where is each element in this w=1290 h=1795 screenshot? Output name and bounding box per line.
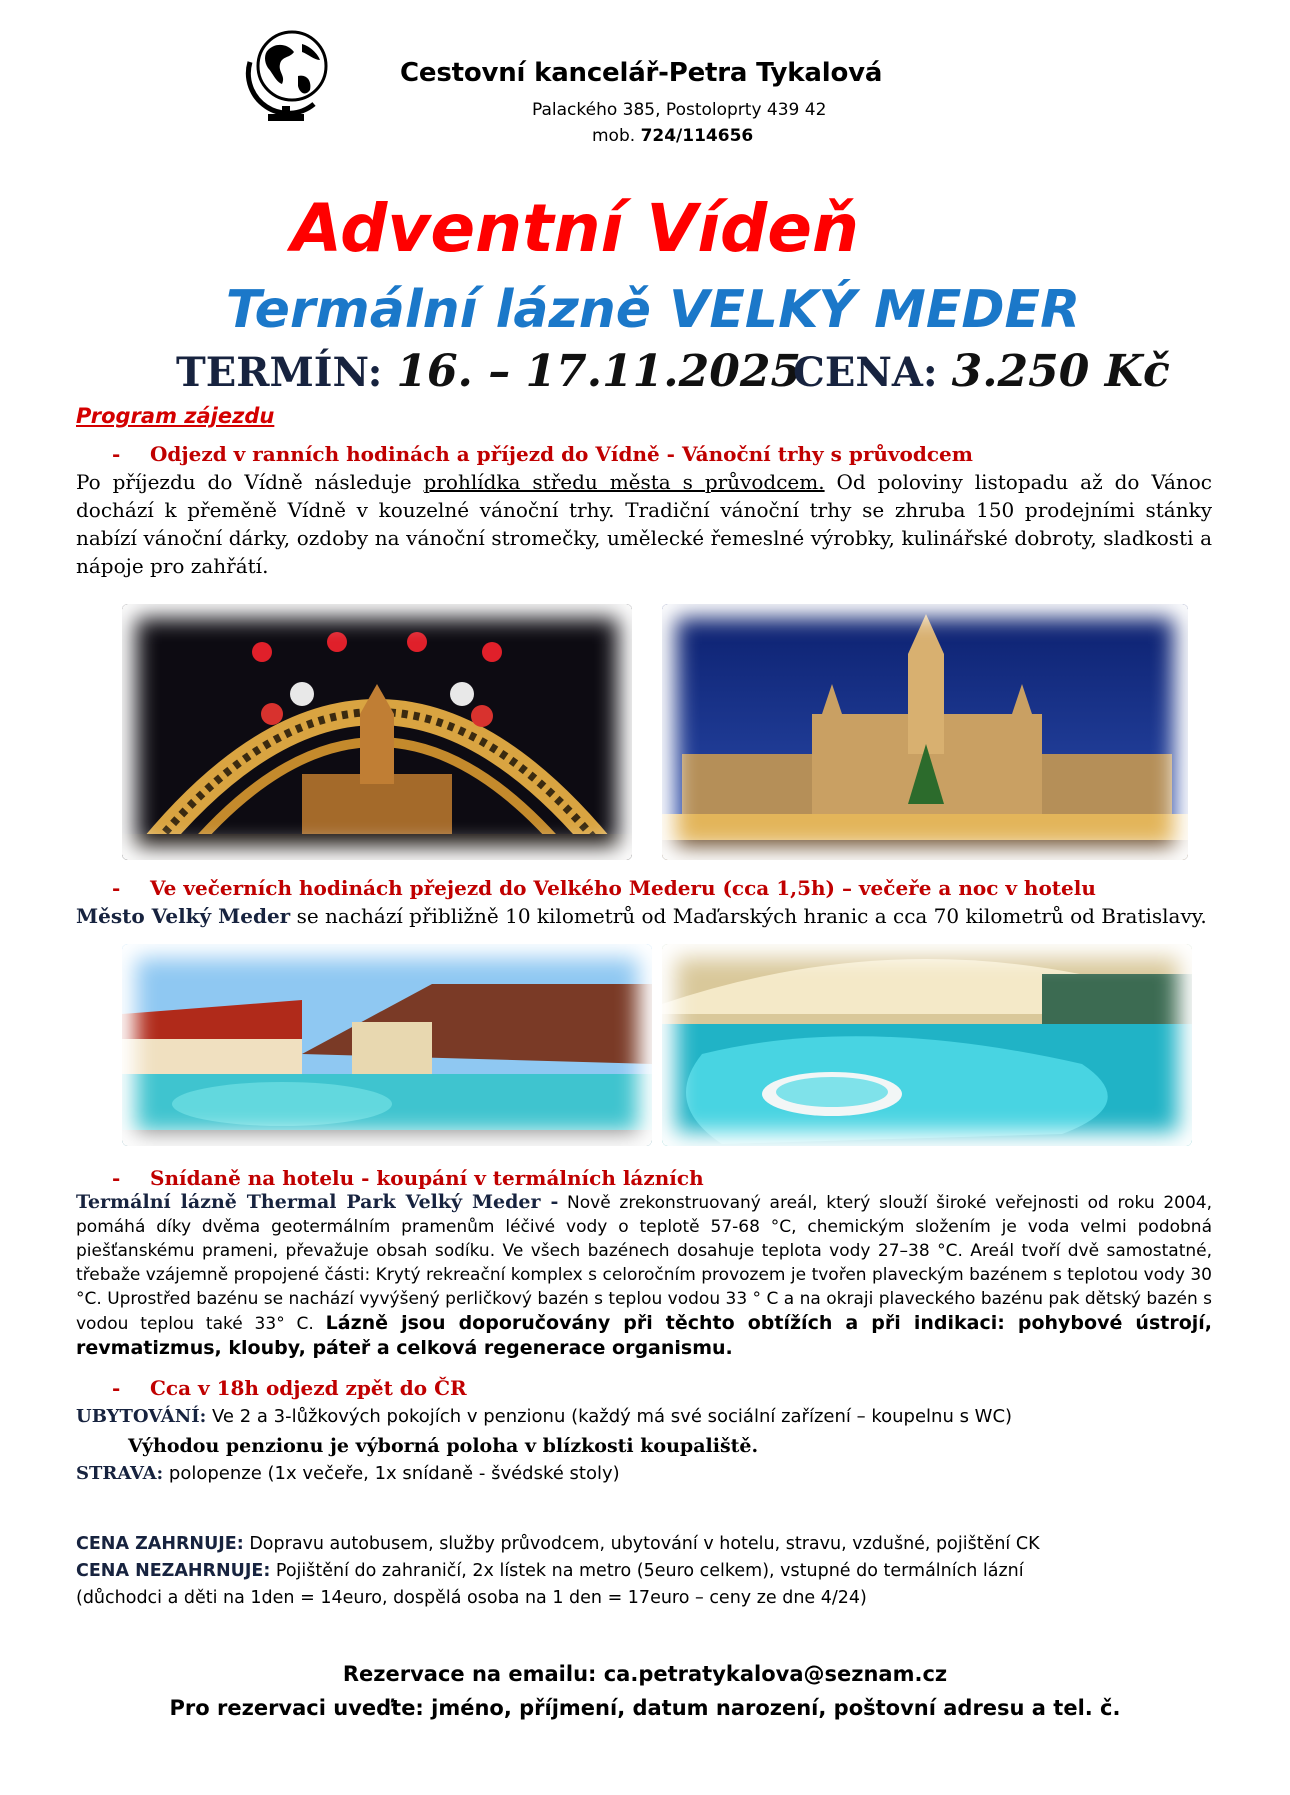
price-label: CENA: — [793, 349, 938, 396]
program-item-1: - Odjezd v ranních hodinách a příjezd do Vídně - Vánoční trhy s průvodcem — [112, 442, 973, 466]
date-label: TERMÍN: — [176, 349, 383, 396]
photo-vienna-city-hall — [662, 604, 1188, 860]
price-excludes-detail: (důchodci a děti na 1den = 14euro, dospělá osoba na 1 den = 17euro – ceny ze dne 4/24) — [76, 1588, 867, 1608]
program-item-3: - Snídaně na hotelu - koupání v termálních lázních — [112, 1166, 704, 1190]
accommodation-note: Výhodou penzionu je výborná poloha v blízkosti koupaliště. — [128, 1435, 759, 1457]
thermal-park-description: Termální lázně Thermal Park Velký Meder - Nově zrekonstruovaný areál, který slouží široké veřejnosti od roku 2004, pomáhá díky dvěma geotermálním pramenům léčivé vody o teplotě 57-68 °C, chemickým složením je voda velmi podobná piešťanskému prameni, převažuje obsah sodíku. Ve všech bazénech dosahuje teplota vody 27–38 °C. Areál tvoří dvě samostatné, třebaže vzájemně propojené části: Krytý rekreační komplex s celoročním provozem je tvořen plaveckým bazénem s teplotou vody 30 °C. Uprostřed bazénu se nachází vyvýšený perličkový bazén s teplou vodou 33 ° C a na okraji plaveckého bazénu pak dětský bazén s vodou teplou také 33° C. Lázně jsou doporučovány při těchto obtížích a při indikaci: pohybové ústrojí, revmatizmus, klouby, páteř a celková regenerace organismu. — [76, 1191, 1212, 1359]
agency-phone — [592, 126, 753, 146]
program-heading: Program zájezdu — [76, 404, 275, 428]
agency-address: Palackého 385, Postoloprty 439 42 — [532, 100, 827, 120]
agency-name: Cestovní kancelář-Petra Tykalová — [400, 58, 883, 88]
price-includes-line: CENA ZAHRNUJE: Dopravu autobusem, služby průvodcem, ubytování v hotelu, stravu, vzdušné, pojištění CK — [76, 1534, 1040, 1554]
program-item-2: - Ve večerních hodinách přejezd do Velkého Mederu (cca 1,5h) – večeře a noc v hotelu — [112, 876, 1096, 900]
date-value: 16. – 17.11.2025 — [396, 346, 802, 397]
program-item-4: - Cca v 18h odjezd zpět do ČR — [112, 1376, 467, 1400]
main-title: Adventní Vídeň — [291, 190, 859, 267]
vienna-description: Po příjezdu do Vídně následuje prohlídka středu města s průvodcem. Od poloviny listopadu až do Vánoc dochází k přeměně Vídně v kouzelné vánoční trhy. Tradiční vánoční trhy se zhruba 150 prodejními stánky nabízí vánoční dárky, ozdoby na vánoční stromečky, umělecké řemeslné výrobky, kulinářské dobroty, sladkosti a nápoje pro zahřátí. — [76, 470, 1212, 578]
velky-meder-description: Město Velký Meder se nachází přibližně 10 kilometrů od Maďarských hranic a cca 70 kilometrů od Bratislavy. — [76, 904, 1207, 928]
globe-logo — [232, 24, 342, 124]
reservation-instructions: Pro rezervaci uveďte: jméno, příjmení, datum narození, poštovní adresu a tel. č. — [169, 1696, 1121, 1720]
meals-line: STRAVA: polopenze (1x večeře, 1x snídaně - švédské stoly) — [76, 1463, 620, 1484]
phone-number: 724/114656 — [640, 126, 754, 146]
price-excludes-line: CENA NEZAHRNUJE: Pojištění do zahraničí, 2x lístek na metro (5euro celkem), vstupné do termálních lázní — [76, 1561, 1024, 1581]
phone-label: mob. — [592, 126, 636, 146]
photo-christmas-market-arch — [122, 604, 632, 860]
photo-thermal-park-indoor — [662, 944, 1192, 1146]
guided-tour-text: prohlídka středu města s průvodcem. — [423, 470, 825, 494]
price-value: 3.250 Kč — [951, 346, 1170, 397]
accommodation-line: UBYTOVÁNÍ: Ve 2 a 3-lůžkových pokojích v penzionu (každý má své sociální zařízení – koupelnu s WC) — [76, 1406, 1013, 1427]
sub-title: Termální lázně VELKÝ MEDER — [225, 280, 1081, 340]
photo-thermal-park-outdoor — [122, 944, 652, 1146]
reservation-email: Rezervace na emailu: ca.petratykalova@seznam.cz — [342, 1662, 948, 1686]
price-line — [793, 346, 1170, 397]
date-line — [176, 346, 801, 397]
